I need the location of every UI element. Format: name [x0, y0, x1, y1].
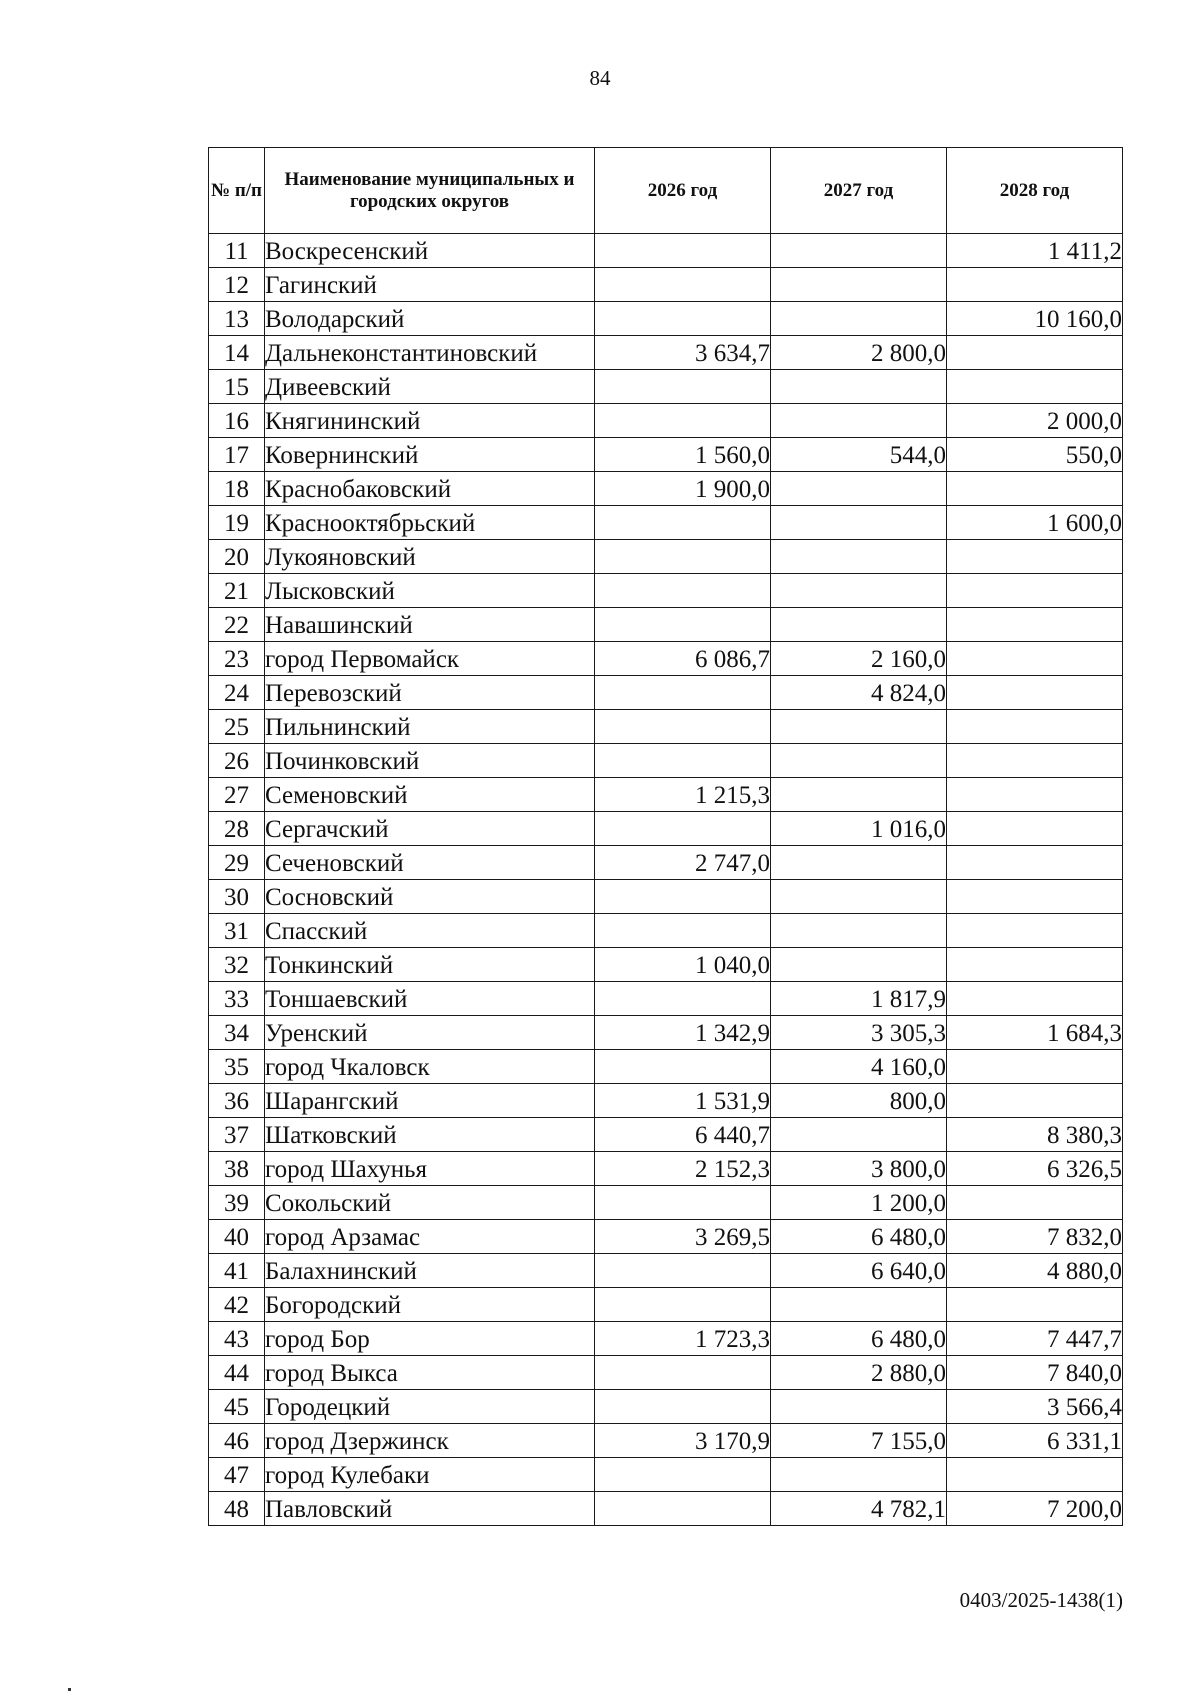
value-2026: 6 086,7: [595, 642, 771, 676]
row-number: 35: [209, 1050, 265, 1084]
value-2026: [595, 234, 771, 268]
table-row: [209, 1118, 1123, 1152]
row-number: 15: [209, 370, 265, 404]
municipality-name: Балахнинский: [265, 1254, 595, 1288]
value-2027: 6 480,0: [771, 1322, 947, 1356]
value-2028: [947, 846, 1123, 880]
value-2028: [947, 1458, 1123, 1492]
value-2027: 2 800,0: [771, 336, 947, 370]
value-2028: [947, 574, 1123, 608]
municipality-name: Володарский: [265, 302, 595, 336]
value-2027: [771, 846, 947, 880]
value-2026: 1 900,0: [595, 472, 771, 506]
municipality-name: Воскресенский: [265, 234, 595, 268]
municipality-name: Тонкинский: [265, 948, 595, 982]
value-2026: 1 342,9: [595, 1016, 771, 1050]
table-row: [209, 1458, 1123, 1492]
municipality-name: Городецкий: [265, 1390, 595, 1424]
value-2026: 1 560,0: [595, 438, 771, 472]
value-2026: 1 723,3: [595, 1322, 771, 1356]
municipality-name: Навашинский: [265, 608, 595, 642]
value-2028: 3 566,4: [947, 1390, 1123, 1424]
municipality-name: Сосновский: [265, 880, 595, 914]
row-number: 11: [209, 234, 265, 268]
value-2027: [771, 608, 947, 642]
value-2028: [947, 268, 1123, 302]
value-2028: 7 840,0: [947, 1356, 1123, 1390]
value-2026: [595, 370, 771, 404]
value-2026: [595, 744, 771, 778]
value-2026: [595, 1254, 771, 1288]
row-number: 17: [209, 438, 265, 472]
table-row: [209, 302, 1123, 336]
value-2026: [595, 302, 771, 336]
municipality-name: Починковский: [265, 744, 595, 778]
row-number: 23: [209, 642, 265, 676]
table-row: [209, 404, 1123, 438]
table-row: [209, 710, 1123, 744]
value-2027: 6 640,0: [771, 1254, 947, 1288]
row-number: 26: [209, 744, 265, 778]
value-2027: [771, 1390, 947, 1424]
value-2027: [771, 404, 947, 438]
table-row: [209, 1254, 1123, 1288]
municipality-name: Княгининский: [265, 404, 595, 438]
value-2027: [771, 948, 947, 982]
table-row: [209, 608, 1123, 642]
table-row: [209, 1424, 1123, 1458]
value-2026: 6 440,7: [595, 1118, 771, 1152]
value-2026: [595, 574, 771, 608]
table-row: [209, 506, 1123, 540]
table-row: [209, 268, 1123, 302]
value-2027: 1 016,0: [771, 812, 947, 846]
municipality-name: город Кулебаки: [265, 1458, 595, 1492]
table-row: [209, 914, 1123, 948]
municipality-name: Перевозский: [265, 676, 595, 710]
value-2027: [771, 234, 947, 268]
value-2026: [595, 1186, 771, 1220]
value-2028: 2 000,0: [947, 404, 1123, 438]
value-2027: 1 200,0: [771, 1186, 947, 1220]
table-row: [209, 1050, 1123, 1084]
value-2027: [771, 506, 947, 540]
municipality-name: город Первомайск: [265, 642, 595, 676]
municipality-name: Шатковский: [265, 1118, 595, 1152]
municipality-name: город Арзамас: [265, 1220, 595, 1254]
row-number: 46: [209, 1424, 265, 1458]
municipality-name: Ковернинский: [265, 438, 595, 472]
value-2028: 7 200,0: [947, 1492, 1123, 1526]
table-row: [209, 1220, 1123, 1254]
value-2026: 1 215,3: [595, 778, 771, 812]
table-row: [209, 1152, 1123, 1186]
row-number: 12: [209, 268, 265, 302]
table-row: [209, 336, 1123, 370]
value-2028: [947, 982, 1123, 1016]
value-2028: [947, 778, 1123, 812]
value-2026: 2 152,3: [595, 1152, 771, 1186]
value-2026: [595, 268, 771, 302]
value-2028: [947, 642, 1123, 676]
value-2026: [595, 404, 771, 438]
value-2026: [595, 608, 771, 642]
value-2026: [595, 880, 771, 914]
value-2027: [771, 540, 947, 574]
row-number: 33: [209, 982, 265, 1016]
value-2028: [947, 540, 1123, 574]
row-number: 14: [209, 336, 265, 370]
value-2027: [771, 302, 947, 336]
table-row: [209, 472, 1123, 506]
value-2026: [595, 1458, 771, 1492]
value-2026: [595, 1288, 771, 1322]
value-2027: [771, 1458, 947, 1492]
table-row: [209, 234, 1123, 268]
value-2028: 4 880,0: [947, 1254, 1123, 1288]
header-year-2026: 2026 год: [595, 148, 771, 234]
value-2028: [947, 472, 1123, 506]
table-row: [209, 438, 1123, 472]
table-row: [209, 948, 1123, 982]
header-number: № п/п: [209, 148, 265, 234]
value-2026: 1 531,9: [595, 1084, 771, 1118]
value-2027: [771, 268, 947, 302]
municipality-name: Дальнеконстантиновский: [265, 336, 595, 370]
table-row: [209, 1356, 1123, 1390]
municipality-name: Сеченовский: [265, 846, 595, 880]
value-2027: 4 824,0: [771, 676, 947, 710]
value-2026: [595, 506, 771, 540]
municipality-name: Краснобаковский: [265, 472, 595, 506]
value-2027: 800,0: [771, 1084, 947, 1118]
value-2028: 550,0: [947, 438, 1123, 472]
value-2026: [595, 540, 771, 574]
value-2027: 2 160,0: [771, 642, 947, 676]
value-2028: [947, 880, 1123, 914]
value-2028: [947, 1084, 1123, 1118]
municipality-name: Дивеевский: [265, 370, 595, 404]
value-2027: 3 305,3: [771, 1016, 947, 1050]
value-2027: 1 817,9: [771, 982, 947, 1016]
value-2028: 8 380,3: [947, 1118, 1123, 1152]
document-code: 0403/2025-1438(1): [959, 1588, 1123, 1612]
value-2028: [947, 914, 1123, 948]
municipality-name: Краснооктябрьский: [265, 506, 595, 540]
value-2028: [947, 812, 1123, 846]
value-2026: 1 040,0: [595, 948, 771, 982]
municipality-name: Сокольский: [265, 1186, 595, 1220]
value-2028: 6 331,1: [947, 1424, 1123, 1458]
value-2028: [947, 608, 1123, 642]
value-2028: 1 684,3: [947, 1016, 1123, 1050]
table-row: [209, 1322, 1123, 1356]
municipality-name: город Выкса: [265, 1356, 595, 1390]
table-row: [209, 778, 1123, 812]
value-2028: [947, 1186, 1123, 1220]
table-row: [209, 846, 1123, 880]
value-2027: [771, 370, 947, 404]
row-number: 21: [209, 574, 265, 608]
row-number: 36: [209, 1084, 265, 1118]
value-2026: [595, 1390, 771, 1424]
table-row: [209, 982, 1123, 1016]
value-2026: [595, 1492, 771, 1526]
municipality-name: Богородский: [265, 1288, 595, 1322]
row-number: 19: [209, 506, 265, 540]
value-2027: [771, 914, 947, 948]
table-row: [209, 370, 1123, 404]
row-number: 16: [209, 404, 265, 438]
value-2027: [771, 1288, 947, 1322]
municipality-name: город Бор: [265, 1322, 595, 1356]
header-year-2028: 2028 год: [947, 148, 1123, 234]
value-2027: [771, 472, 947, 506]
table-row: [209, 744, 1123, 778]
table-header-row: [209, 148, 1123, 234]
header-year-2027: 2027 год: [771, 148, 947, 234]
value-2028: 10 160,0: [947, 302, 1123, 336]
header-municipality-name: Наименование муниципальных и городских округов: [265, 148, 595, 234]
value-2027: 544,0: [771, 438, 947, 472]
value-2028: [947, 370, 1123, 404]
municipality-name: Тоншаевский: [265, 982, 595, 1016]
table-row: [209, 676, 1123, 710]
municipality-name: Лукояновский: [265, 540, 595, 574]
municipality-name: Уренский: [265, 1016, 595, 1050]
value-2028: [947, 744, 1123, 778]
value-2027: 6 480,0: [771, 1220, 947, 1254]
table-row: [209, 1390, 1123, 1424]
municipality-name: город Дзержинск: [265, 1424, 595, 1458]
value-2026: 2 747,0: [595, 846, 771, 880]
row-number: 47: [209, 1458, 265, 1492]
table-row: [209, 574, 1123, 608]
row-number: 22: [209, 608, 265, 642]
value-2028: 7 832,0: [947, 1220, 1123, 1254]
row-number: 40: [209, 1220, 265, 1254]
value-2027: [771, 778, 947, 812]
value-2027: [771, 1118, 947, 1152]
row-number: 27: [209, 778, 265, 812]
value-2028: 6 326,5: [947, 1152, 1123, 1186]
table-row: [209, 642, 1123, 676]
row-number: 32: [209, 948, 265, 982]
table-row: [209, 880, 1123, 914]
municipality-name: Сергачский: [265, 812, 595, 846]
municipality-name: Лысковский: [265, 574, 595, 608]
row-number: 44: [209, 1356, 265, 1390]
municipality-name: Семеновский: [265, 778, 595, 812]
table-row: [209, 812, 1123, 846]
value-2028: 7 447,7: [947, 1322, 1123, 1356]
municipality-name: Шарангский: [265, 1084, 595, 1118]
row-number: 28: [209, 812, 265, 846]
value-2028: [947, 710, 1123, 744]
municipality-name: город Шахунья: [265, 1152, 595, 1186]
row-number: 29: [209, 846, 265, 880]
value-2028: 1 600,0: [947, 506, 1123, 540]
value-2027: [771, 744, 947, 778]
value-2026: [595, 1356, 771, 1390]
value-2026: [595, 1050, 771, 1084]
value-2027: 7 155,0: [771, 1424, 947, 1458]
row-number: 48: [209, 1492, 265, 1526]
budget-table: [208, 147, 1123, 1526]
municipality-name: Пильнинский: [265, 710, 595, 744]
value-2026: [595, 812, 771, 846]
value-2028: [947, 1050, 1123, 1084]
value-2028: [947, 948, 1123, 982]
row-number: 39: [209, 1186, 265, 1220]
municipality-name: город Чкаловск: [265, 1050, 595, 1084]
value-2027: 4 782,1: [771, 1492, 947, 1526]
value-2027: 4 160,0: [771, 1050, 947, 1084]
row-number: 30: [209, 880, 265, 914]
value-2026: 3 269,5: [595, 1220, 771, 1254]
row-number: 24: [209, 676, 265, 710]
value-2026: 3 170,9: [595, 1424, 771, 1458]
value-2027: 2 880,0: [771, 1356, 947, 1390]
table-row: [209, 540, 1123, 574]
value-2027: [771, 880, 947, 914]
value-2026: [595, 982, 771, 1016]
table-row: [209, 1186, 1123, 1220]
row-number: 38: [209, 1152, 265, 1186]
row-number: 34: [209, 1016, 265, 1050]
value-2028: [947, 336, 1123, 370]
value-2026: 3 634,7: [595, 336, 771, 370]
row-number: 41: [209, 1254, 265, 1288]
table-row: [209, 1492, 1123, 1526]
value-2028: [947, 676, 1123, 710]
municipality-name: Спасский: [265, 914, 595, 948]
table-row: [209, 1288, 1123, 1322]
municipality-name: Гагинский: [265, 268, 595, 302]
value-2026: [595, 914, 771, 948]
row-number: 45: [209, 1390, 265, 1424]
value-2027: 3 800,0: [771, 1152, 947, 1186]
scan-mark: [68, 1688, 71, 1691]
value-2026: [595, 676, 771, 710]
row-number: 20: [209, 540, 265, 574]
value-2027: [771, 710, 947, 744]
row-number: 25: [209, 710, 265, 744]
table-row: [209, 1084, 1123, 1118]
municipality-name: Павловский: [265, 1492, 595, 1526]
value-2027: [771, 574, 947, 608]
row-number: 43: [209, 1322, 265, 1356]
table-row: [209, 1016, 1123, 1050]
value-2028: 1 411,2: [947, 234, 1123, 268]
value-2028: [947, 1288, 1123, 1322]
row-number: 31: [209, 914, 265, 948]
row-number: 37: [209, 1118, 265, 1152]
row-number: 42: [209, 1288, 265, 1322]
row-number: 13: [209, 302, 265, 336]
value-2026: [595, 710, 771, 744]
row-number: 18: [209, 472, 265, 506]
page-number: 84: [589, 66, 611, 90]
